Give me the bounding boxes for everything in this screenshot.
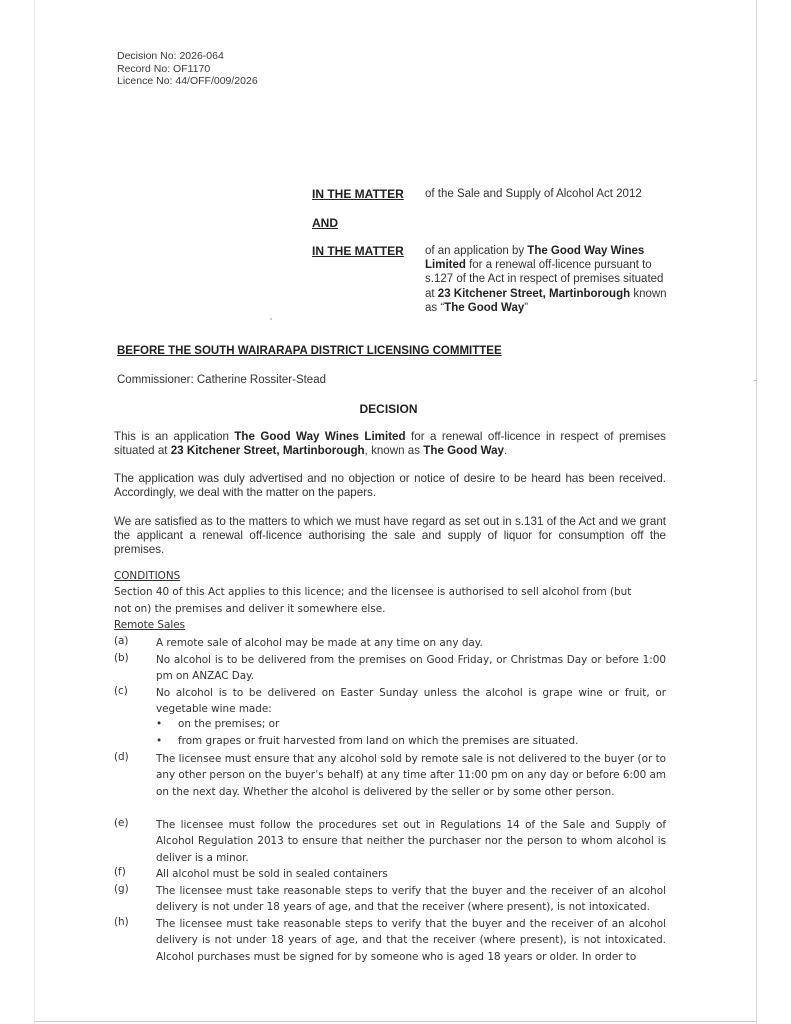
commissioner-line: Commissioner: Catherine Rossiter-Stead [117, 374, 326, 386]
condition-label: (c) [114, 685, 128, 697]
page-edge-left [34, 0, 35, 1024]
bullet-item: • from grapes or fruit harvested from land on which the premises are situated. [156, 735, 579, 747]
decision-number: Decision No: 2026-064 [117, 50, 224, 62]
condition-label: (g) [114, 883, 129, 895]
matter-2-text: of an application by The Good Way Wines Limited for a renewal off-licence pursuant to s.127 of the Act in respect of premises situated at 23 Kitchener Street, Martinborough known as “The Good Way” [425, 245, 667, 314]
condition-text: The licensee must take reasonable steps to verify that the buyer and the receiver of an alcohol delivery is not under 18 years of age, and that the receiver (where present), is not intoxicated. [156, 885, 666, 914]
conditions-title: CONDITIONS [114, 570, 181, 582]
decision-title: DECISION [359, 402, 418, 416]
licence-number: Licence No: 44/OFF/009/2026 [117, 75, 258, 87]
condition-label: (a) [114, 635, 129, 647]
condition-text: The licensee must ensure that any alcohol sold by remote sale is not delivered to the buyer (or to any other person on the buyer’s behalf) at any time after 11:00 pm on any day or before 6:00 am on the next day. Whether the alcohol is delivered by the seller or by some other person. [156, 753, 666, 798]
committee-heading: BEFORE THE SOUTH WAIRARAPA DISTRICT LICENSING COMMITTEE [117, 345, 502, 357]
scan-speck [270, 318, 272, 320]
matter-1-label: IN THE MATTER [312, 187, 404, 201]
condition-text: All alcohol must be sold in sealed containers [156, 868, 388, 880]
page-edge-right [756, 0, 757, 1024]
condition-text: A remote sale of alcohol may be made at any time on any day. [156, 637, 483, 649]
matter-2-label: IN THE MATTER [312, 244, 404, 258]
condition-text: The licensee must take reasonable steps to verify that the buyer and the receiver of an alcohol delivery is not under 18 years of age, and that the receiver (where present), is not intoxicated. Alcohol purchases must be signed for by someone who is aged 18 years or older. In order to [156, 918, 666, 963]
paragraph-application: This is an application The Good Way Wines Limited for a renewal off-licence in respect of premises situated at 23 Kitchener Street, Martinborough, known as The Good Way. [114, 430, 666, 458]
record-number: Record No: OF1170 [117, 62, 211, 75]
condition-text: The licensee must follow the procedures set out in Regulations 14 of the Sale and Supply of Alcohol Regulation 2013 to ensure that neither the purchaser nor the person to whom alcohol is deliver is a minor. [156, 819, 666, 864]
paragraph-advertised: The application was duly advertised and no objection or notice of desire to be heard has been received. Accordingly, we deal with the matter on the papers. [114, 472, 666, 500]
condition-label: (e) [114, 817, 129, 829]
paragraph-satisfied: We are satisfied as to the matters to which we must have regard as set out in s.131 of the Act and we grant the applicant a renewal off-licence authorising the sale and supply of liquor for consumption off the premises. [114, 515, 666, 557]
and-label: AND [312, 216, 338, 230]
scan-mark [754, 380, 757, 381]
condition-label: (f) [114, 866, 126, 878]
condition-text: No alcohol is to be delivered on Easter Sunday unless the alcohol is grape wine or fruit, or vegetable wine made: [156, 687, 666, 716]
bullet-icon: • [156, 718, 163, 730]
condition-label: (b) [114, 652, 129, 664]
conditions-intro-line-1: Section 40 of this Act applies to this licence; and the licensee is authorised to sell alcohol from (but [114, 586, 632, 598]
bullet-icon: • [156, 735, 163, 747]
condition-label: (h) [114, 916, 129, 928]
reference-numbers [117, 50, 258, 88]
condition-text: No alcohol is to be delivered from the premises on Good Friday, or Christmas Day or before 1:00 pm on ANZAC Day. [156, 654, 666, 683]
remote-sales-title: Remote Sales [114, 619, 186, 631]
bullet-item: • on the premises; or [156, 718, 280, 730]
condition-label: (d) [114, 751, 129, 763]
page-edge-bottom [34, 1021, 757, 1022]
matter-1-text: of the Sale and Supply of Alcohol Act 2012 [425, 188, 642, 200]
conditions-intro-line-2: not on) the premises and deliver it somewhere else. [114, 603, 386, 615]
